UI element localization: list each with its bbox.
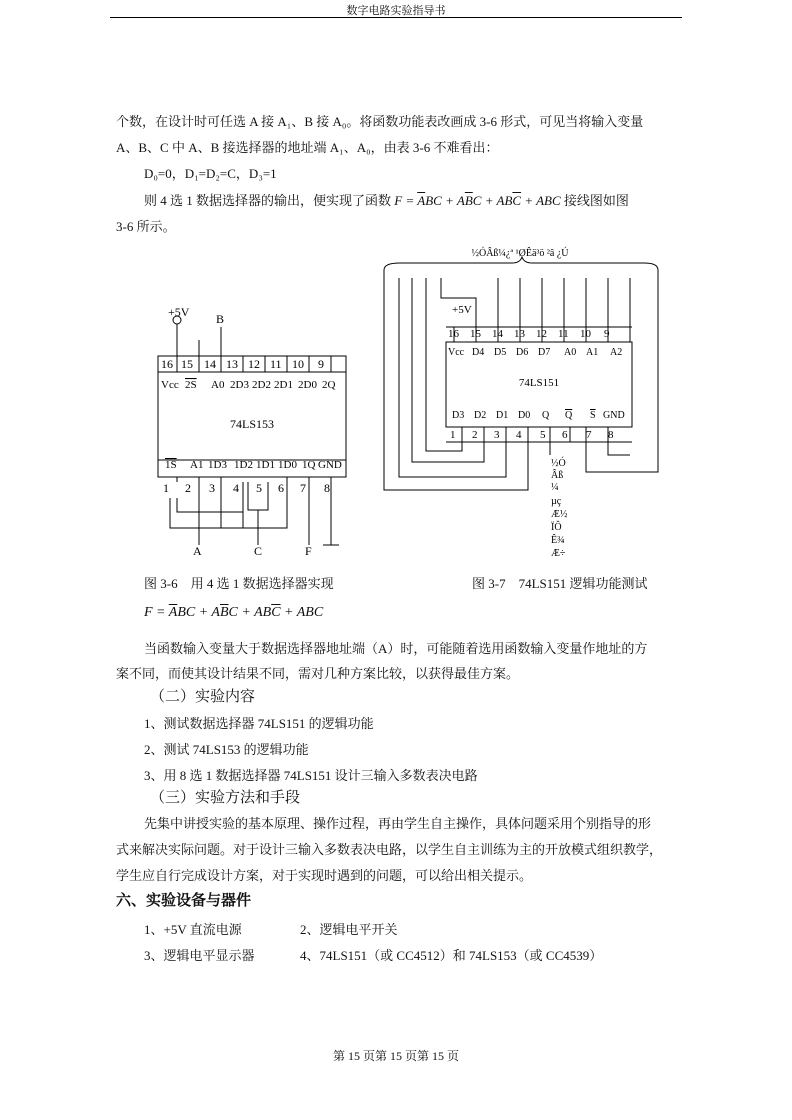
pin-number: 6 <box>562 429 568 441</box>
svg-text:Æ½: Æ½ <box>551 509 568 520</box>
pin-label: A0 <box>564 347 577 358</box>
list-item: 3、用 8 选 1 数据选择器 74LS151 设计三输入多数表决电路 <box>144 768 478 783</box>
brace <box>384 257 658 270</box>
garbled-vertical-label <box>551 457 568 559</box>
bottom-pin-labels <box>452 410 625 421</box>
pin-number: 7 <box>300 481 306 495</box>
body-paragraph-line: 3-6 所示。 <box>116 219 176 234</box>
svg-text:¼­: ¼ <box>551 482 559 493</box>
pin-number: 11 <box>558 328 569 340</box>
equipment-item: 4、74LS151（或 CC4512）和 74LS153（或 CC4539） <box>300 948 603 963</box>
page-header: 数字电路实验指导书 <box>346 5 446 17</box>
pin-label: Vcc <box>448 347 465 358</box>
pin-number: 3 <box>209 481 215 495</box>
bottom-pin-numbers <box>450 429 614 441</box>
body-paragraph-line: 个数，在设计时可任选 A 接 A₁、B 接 A₀。将函数功能表改画成 3-6 形式，可见当将输入变量 <box>116 114 644 129</box>
pin-label: A1 <box>586 347 599 358</box>
function-formula: $F = \overline{A}BC + A\overline{B}C + AB\overline{C}$ + ABC <box>394 193 561 208</box>
pin-label: Q <box>565 410 573 421</box>
vcc-label: +5V <box>168 305 190 319</box>
pin-number: 6 <box>278 481 284 495</box>
pin-number: 8 <box>324 481 330 495</box>
figure-caption-3-7: 图 3-7 74LS151 逻辑功能测试 <box>472 576 648 591</box>
svg-text:µç: µç <box>551 496 562 507</box>
section-heading-3: （三）实验方法和手段 <box>150 788 301 806</box>
pin-number: 4 <box>233 481 239 495</box>
equipment-item: 2、逻辑电平开关 <box>300 922 398 937</box>
pin-label: 1D1 <box>256 459 275 471</box>
list-item: 2、测试 74LS153 的逻辑功能 <box>144 742 309 757</box>
pin-number: 9 <box>604 328 610 340</box>
svg-text:Âß: Âß <box>551 470 564 481</box>
section-heading-6: 六、实验设备与器件 <box>116 891 252 909</box>
equipment-item: 1、+5V 直流电源 <box>144 922 242 937</box>
bottom-pin-labels <box>165 459 342 471</box>
vcc-label: +5V <box>452 304 472 316</box>
pin-number: 14 <box>492 328 503 340</box>
pin-label: 2D2 <box>252 379 271 391</box>
equipment-item: 3、逻辑电平显示器 <box>144 948 255 963</box>
body-paragraph-line: 当函数输入变量大于数据选择器地址端（A）时，可能随着选用函数输入变量作地址的方 <box>144 641 648 656</box>
pin-label: 1S <box>165 459 177 471</box>
figure-caption-3-6: 图 3-6 用 4 选 1 数据选择器实现 <box>144 576 334 591</box>
svg-text:Ê¾: Ê¾ <box>551 535 565 546</box>
pin-label: A1 <box>190 459 204 471</box>
body-text: 则 4 选 1 数据选择器的输出，便实现了函数 <box>144 193 392 208</box>
list-item: 1、测试数据选择器 74LS151 的逻辑功能 <box>144 716 374 731</box>
chip-name: 74LS153 <box>229 417 275 431</box>
pin-number: 4 <box>516 429 522 441</box>
pin-label: D7 <box>538 347 551 358</box>
pin-label: 2D1 <box>274 379 293 391</box>
bottom-pin-numbers <box>163 481 330 495</box>
pin-number: 14 <box>204 357 216 371</box>
figure-3-7 <box>384 247 658 559</box>
pin-label: Q <box>542 410 550 421</box>
pin-label: 2S <box>185 379 197 391</box>
pin-label: 1D0 <box>278 459 297 471</box>
pin-label: D6 <box>516 347 529 358</box>
pin-number: 5 <box>256 481 262 495</box>
pin-label: 1D2 <box>234 459 253 471</box>
input-labels <box>193 544 312 558</box>
pin-number: 15 <box>470 328 481 340</box>
pin-number: 3 <box>494 429 500 441</box>
formula-line: $F = \overline{A}BC + A\overline{B}C + AB\overline{C}$ + ABC <box>144 605 324 620</box>
b-label: B <box>216 312 225 326</box>
input-label-f: F <box>305 544 312 558</box>
svg-text:Æ÷: Æ÷ <box>551 548 566 559</box>
svg-text:ÏÔ: ÏÔ <box>551 522 562 533</box>
pin-number: 10 <box>580 328 591 340</box>
pin-label: GND <box>318 459 342 471</box>
pin-label: Vcc <box>161 379 179 391</box>
chip-name: 74LS151 <box>518 377 560 389</box>
pin-number: 15 <box>181 357 193 371</box>
pin-number: 11 <box>270 357 282 371</box>
pin-label: D5 <box>494 347 507 358</box>
pin-number: 9 <box>318 357 324 371</box>
section-heading-2: （二）实验内容 <box>150 687 256 705</box>
pin-label: D1 <box>496 410 509 421</box>
pin-number: 8 <box>608 429 614 441</box>
body-paragraph-line: D₀=0，D₁=D₂=C，D₃=1 <box>144 166 277 181</box>
pin-number: 13 <box>514 328 525 340</box>
pin-number: 2 <box>472 429 478 441</box>
page-footer: 第 15 页第 15 页第 15 页 <box>332 1049 459 1063</box>
pin-label: D0 <box>518 410 531 421</box>
pin-label: A0 <box>211 379 225 391</box>
pin-label: GND <box>603 410 625 421</box>
svg-text:½Ó: ½Ó <box>551 458 566 469</box>
input-label-a: A <box>193 544 202 558</box>
body-paragraph-line: 案不同，而使其设计结果不同，需对几种方案比较，以获得最佳方案。 <box>116 666 520 681</box>
pin-number: 5 <box>540 429 546 441</box>
top-pin-labels <box>448 347 622 358</box>
pin-label: D2 <box>474 410 487 421</box>
body-paragraph-line: 学生应自行完成设计方案，对于实现时遇到的问题，可以给出相关提示。 <box>116 868 533 883</box>
pin-label: 1Q <box>302 459 316 471</box>
top-pin-labels <box>161 379 336 391</box>
pin-label: D4 <box>472 347 485 358</box>
pin-number: 16 <box>161 357 173 371</box>
body-paragraph-line: A、B、C 中 A、B 接选择器的地址端 A₁、A₀，由表 3-6 不难看出： <box>116 140 499 155</box>
pin-label: A2 <box>610 347 623 358</box>
input-label-c: C <box>254 544 263 558</box>
pin-number: 13 <box>226 357 238 371</box>
pin-number: 1 <box>450 429 456 441</box>
pin-label: 2Q <box>322 379 336 391</box>
pin-number: 12 <box>536 328 547 340</box>
pin-label: D3 <box>452 410 465 421</box>
pin-number: 1 <box>163 481 169 495</box>
pin-number: 12 <box>248 357 260 371</box>
pin-number: 16 <box>448 328 459 340</box>
garbled-top-label: ½ÓÂß¼¿ª ¹ØÊä³ö ²â ¿Ú <box>471 248 569 259</box>
figure-3-6 <box>158 305 346 558</box>
pin-label: S <box>590 410 596 421</box>
pin-number: 10 <box>292 357 304 371</box>
pin-label: 1D3 <box>208 459 227 471</box>
top-pin-numbers <box>448 328 610 340</box>
pin-number: 2 <box>185 481 191 495</box>
body-paragraph-line: 先集中讲授实验的基本原理、操作过程，再由学生自主操作，具体问题采用个别指导的形 <box>144 816 652 831</box>
body-paragraph-line: 式来解决实际问题。对于设计三输入多数表决电路，以学生自主训练为主的开放模式组织教学， <box>116 842 663 857</box>
pin-label: 2D3 <box>230 379 249 391</box>
body-text: 接线图如图 <box>563 193 629 208</box>
pin-label: 2D0 <box>298 379 317 391</box>
pin-number: 7 <box>586 429 592 441</box>
